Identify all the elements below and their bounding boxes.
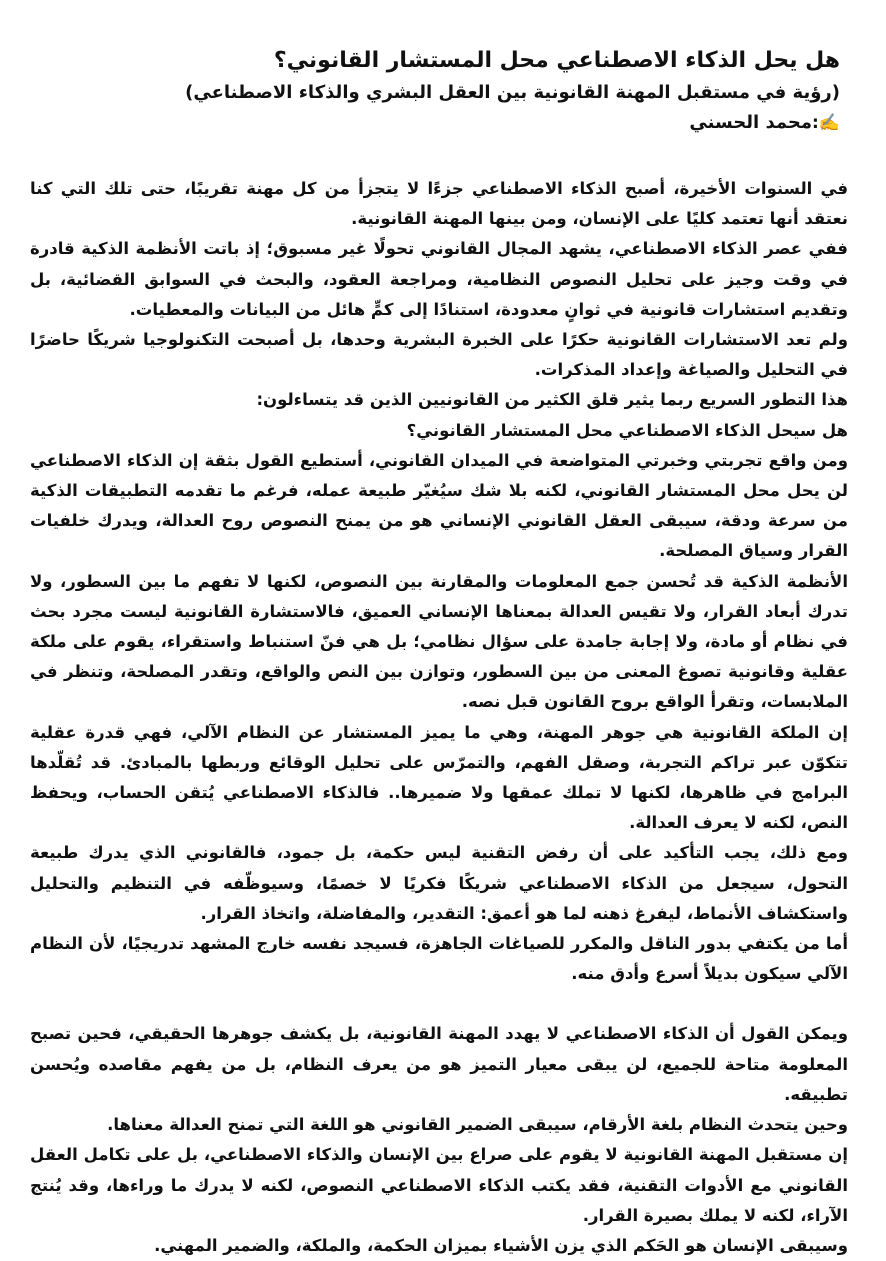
paragraph-13: إن مستقبل المهنة القانونية لا يقوم على صراع بين الإنسان والذكاء الاصطناعي، بل على تكامل العقل القانوني مع الأدوات التقنية، فقد يكتب الذكاء الاصطناعي النصوص، لكنه لا يدرك ما وراءها، وقد يُنتج الآراء، لكنه لا يملك بصيرة القرار. bbox=[30, 1145, 848, 1225]
paragraph-14: وسيبقى الإنسان هو الحَكم الذي يزن الأشياء بميزان الحكمة، والملكة، والضمير المهني. bbox=[154, 1235, 848, 1255]
article-header bbox=[30, 44, 840, 138]
paragraph-12: وحين يتحدث النظام بلغة الأرقام، سيبقى الضمير القانوني هو اللغة التي تمنح العدالة معناها. bbox=[107, 1115, 848, 1135]
article-body bbox=[30, 174, 848, 1261]
paragraph-9: ومع ذلك، يجب التأكيد على أن رفض التقنية ليس حكمة، بل جمود، فالقانوني الذي يدرك طبيعة التحول، سيجعل من الذكاء الاصطناعي شريكًا فكريًا لا خصمًا، وسيوظّفه في التنظيم والتحليل واستكشاف الأنماط، ليفرغ ذهنه لما هو أعمق: التقدير، والمفاضلة، واتخاذ القرار. bbox=[30, 843, 848, 923]
author-name: محمد الحسني bbox=[689, 112, 813, 133]
paragraph-6: ومن واقع تجربتي وخبرتي المتواضعة في الميدان القانوني، أستطيع القول بثقة إن الذكاء الاصطناعي لن يحل محل المستشار القانوني، لكنه بلا شك سيُغيّر طبيعة عمله، فرغم ما تقدمه التطبيقات الذكية من سرعة ودقة، سيبقى العقل القانوني الإنساني هو من يمنح النصوص روح العدالة، ويدرك خلفيات القرار وسياق المصلحة. bbox=[30, 450, 848, 561]
paragraph-4: هذا التطور السريع ربما يثير قلق الكثير من القانونيين الذين قد يتساءلون: bbox=[256, 390, 848, 410]
writing-hand-icon: ✍️: bbox=[812, 113, 840, 133]
paragraph-10: أما من يكتفي بدور الناقل والمكرر للصياغات الجاهزة، فسيجد نفسه خارج المشهد تدريجيًا، لأن النظام الآلي سيكون بديلاً أسرع وأدق منه. bbox=[30, 934, 848, 984]
paragraph-11: ويمكن القول أن الذكاء الاصطناعي لا يهدد المهنة القانونية، بل يكشف جوهرها الحقيقي، فحين تصبح المعلومة متاحة للجميع، لن يبقى معيار التميز هو من يعرف النظام، بل من يفهم مقاصده ويُحسن تطبيقه. bbox=[30, 1024, 848, 1104]
paragraph-7: الأنظمة الذكية قد تُحسن جمع المعلومات والمقارنة بين النصوص، لكنها لا تفهم ما بين السطور، ولا تدرك أبعاد القرار، ولا تقيس العدالة بمعناها الإنساني العميق، فالاستشارة القانونية ليست مجرد بحث في نظام أو مادة، ولا إجابة جامدة على سؤال نظامي؛ بل هي فنّ استنباط واستقراء، يقوم على ملكة عقلية وقانونية تصوغ المعنى من بين السطور، وتوازن بين النص والواقع، وتقدر المصلحة، وتنظر في الملابسات، وتقرأ الواقع بروح القانون قبل نصه. bbox=[30, 571, 848, 712]
paragraph-2: ففي عصر الذكاء الاصطناعي، يشهد المجال القانوني تحولًا غير مسبوق؛ إذ باتت الأنظمة الذكية قادرة في وقت وجيز على تحليل النصوص النظامية، ومراجعة العقود، والبحث في السوابق القضائية، بل وتقديم استشارات قانونية في ثوانٍ معدودة، استنادًا إلى كمٍّ هائل من البيانات والمعطيات. bbox=[30, 239, 848, 319]
paragraph-gap bbox=[30, 989, 848, 1019]
paragraph-8: إن الملكة القانونية هي جوهر المهنة، وهي ما يميز المستشار عن النظام الآلي، فهي قدرة عقلية تتكوّن عبر تراكم التجربة، وصقل الفهم، والتمرّس على تحليل الوقائع وربطها بالمبادئ. قد تُقلّدها البرامج في ظاهرها، لكنها لا تملك عمقها ولا ضميرها.. فالذكاء الاصطناعي يُتقن الحساب، ويحفظ النص، لكنه لا يعرف العدالة. bbox=[30, 722, 848, 833]
article-author bbox=[30, 108, 840, 138]
article-title: هل يحل الذكاء الاصطناعي محل المستشار القانوني؟ bbox=[273, 48, 840, 73]
paragraph-5: هل سيحل الذكاء الاصطناعي محل المستشار القانوني؟ bbox=[406, 420, 848, 440]
paragraph-3: ولم تعد الاستشارات القانونية حكرًا على الخبرة البشرية وحدها، بل أصبحت التكنولوجيا شريكًا حاضرًا في التحليل والصياغة وإعداد المذكرات. bbox=[30, 330, 848, 380]
paragraph-1: في السنوات الأخيرة، أصبح الذكاء الاصطناعي جزءًا لا يتجزأ من كل مهنة تقريبًا، حتى تلك التي كنا نعتقد أنها تعتمد كليًا على الإنسان، ومن بينها المهنة القانونية. bbox=[30, 179, 848, 229]
article-subtitle: (رؤية في مستقبل المهنة القانونية بين العقل البشري والذكاء الاصطناعي) bbox=[185, 82, 840, 103]
